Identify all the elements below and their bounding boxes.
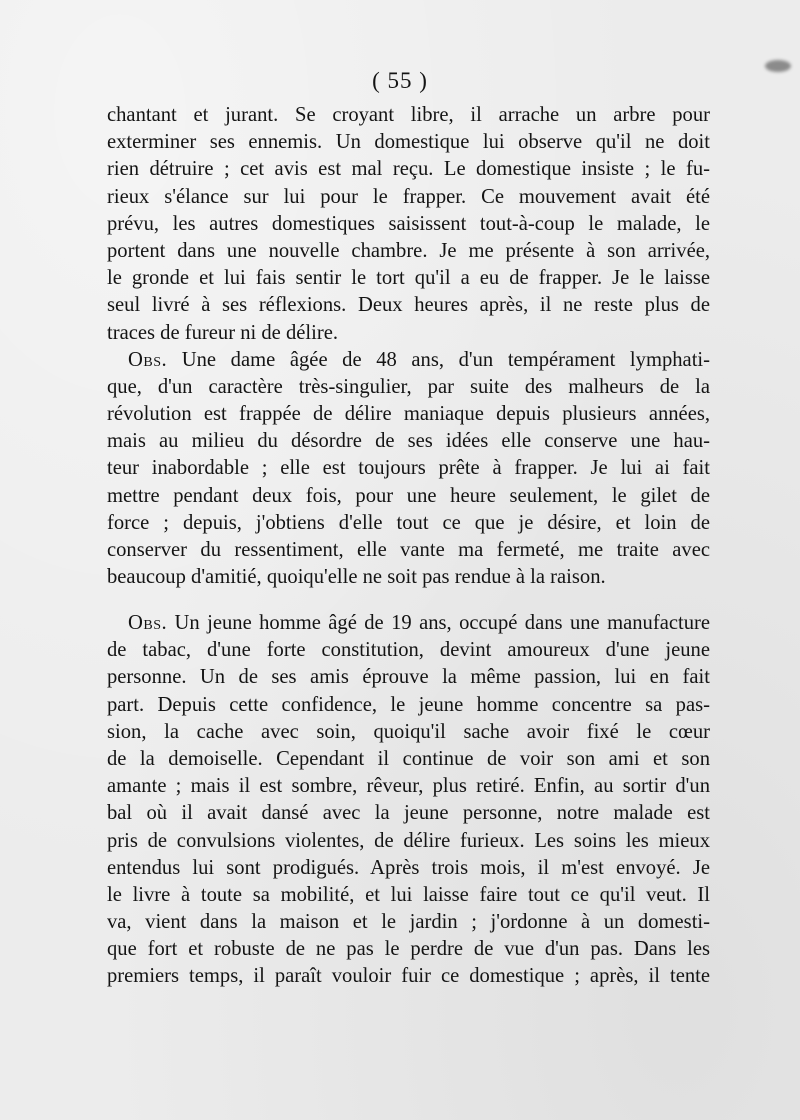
observation-first-line [107, 610, 710, 637]
text-line: pris de convulsions violentes, de délire furieux. Les soins les mieux [107, 829, 710, 852]
text-line: beaucoup d'amitié, quoiqu'elle ne soit pas rendue à la raison. [107, 566, 606, 589]
text-line: portent dans une nouvelle chambre. Je me présente à son arrivée, [107, 239, 710, 262]
text-line: traces de fureur ni de délire. [107, 321, 338, 344]
text-line: va, vient dans la maison et le jardin ; j'ordonne à un domesti- [107, 911, 710, 934]
text-line: de tabac, d'une forte constitution, devint amoureux d'une jeune [107, 639, 710, 662]
text-line: rien détruire ; cet avis est mal reçu. Le domestique insiste ; le fu- [107, 158, 710, 181]
text-line: révolution est frappée de délire maniaque depuis plusieurs années, [107, 403, 710, 426]
text-line: premiers temps, il paraît vouloir fuir ce domestique ; après, il tente [107, 965, 710, 988]
observation-label: Obs. [128, 348, 168, 371]
text-line: mais au milieu du désordre de ses idées elle conserve une hau- [107, 430, 710, 453]
text-block-upper [107, 102, 710, 591]
text-line: rieux s'élance sur lui pour le frapper. Ce mouvement avait été [107, 185, 710, 208]
text-line: de la demoiselle. Cependant il continue de voir son ami et son [107, 747, 710, 770]
text-line: Une dame âgée de 48 ans, d'un tempérament lymphati- [167, 348, 710, 371]
text-line: sion, la cache avec soin, quoiqu'il sache avoir fixé le cœur [107, 720, 710, 743]
text-line: teur inabordable ; elle est toujours prête à frapper. Je lui ai fait [107, 457, 710, 480]
text-block-lower [107, 610, 710, 991]
text-line: prévu, les autres domestiques saisissent tout-à-coup le malade, le [107, 212, 710, 235]
text-line: le livre à toute sa mobilité, et lui laisse faire tout ce qu'il veut. Il [107, 883, 710, 906]
text-line: conserver du ressentiment, elle vante ma fermeté, me traite avec [107, 539, 710, 561]
text-line: chantant et jurant. Se croyant libre, il arrache un arbre pour [107, 104, 710, 126]
observation-first-line [107, 347, 710, 374]
observation-label: Obs. [128, 612, 168, 634]
text-line: force ; depuis, j'obtiens d'elle tout ce que je désire, et loin de [107, 511, 710, 534]
text-line: exterminer ses ennemis. Un domestique lui observe qu'il ne doit [107, 131, 710, 154]
text-line: seul livré à ses réflexions. Deux heures après, il ne reste plus de [107, 294, 710, 317]
text-line: Un jeune homme âgé de 19 ans, occupé dans une manufacture [167, 612, 710, 634]
text-line: personne. Un de ses amis éprouve la même passion, lui en fait [107, 666, 710, 689]
text-line: bal où il avait dansé avec la jeune personne, notre malade est [107, 802, 710, 825]
text-line: que fort et robuste de ne pas le perdre de vue d'un pas. Dans les [107, 938, 710, 961]
text-line: que, d'un caractère très-singulier, par suite des malheurs de la [107, 375, 710, 398]
text-line: amante ; mais il est sombre, rêveur, plus retiré. Enfin, au sortir d'un [107, 775, 710, 798]
text-line: le gronde et lui fais sentir le tort qu'il a eu de frapper. Je le laisse [107, 267, 710, 290]
page-number: ( 55 ) [372, 68, 428, 93]
text-line: entendus lui sont prodigués. Après trois mois, il m'est envoyé. Je [107, 856, 710, 879]
text-line: part. Depuis cette confidence, le jeune homme concentre sa pas- [107, 693, 710, 716]
text-line: mettre pendant deux fois, pour une heure seulement, le gilet de [107, 484, 710, 507]
